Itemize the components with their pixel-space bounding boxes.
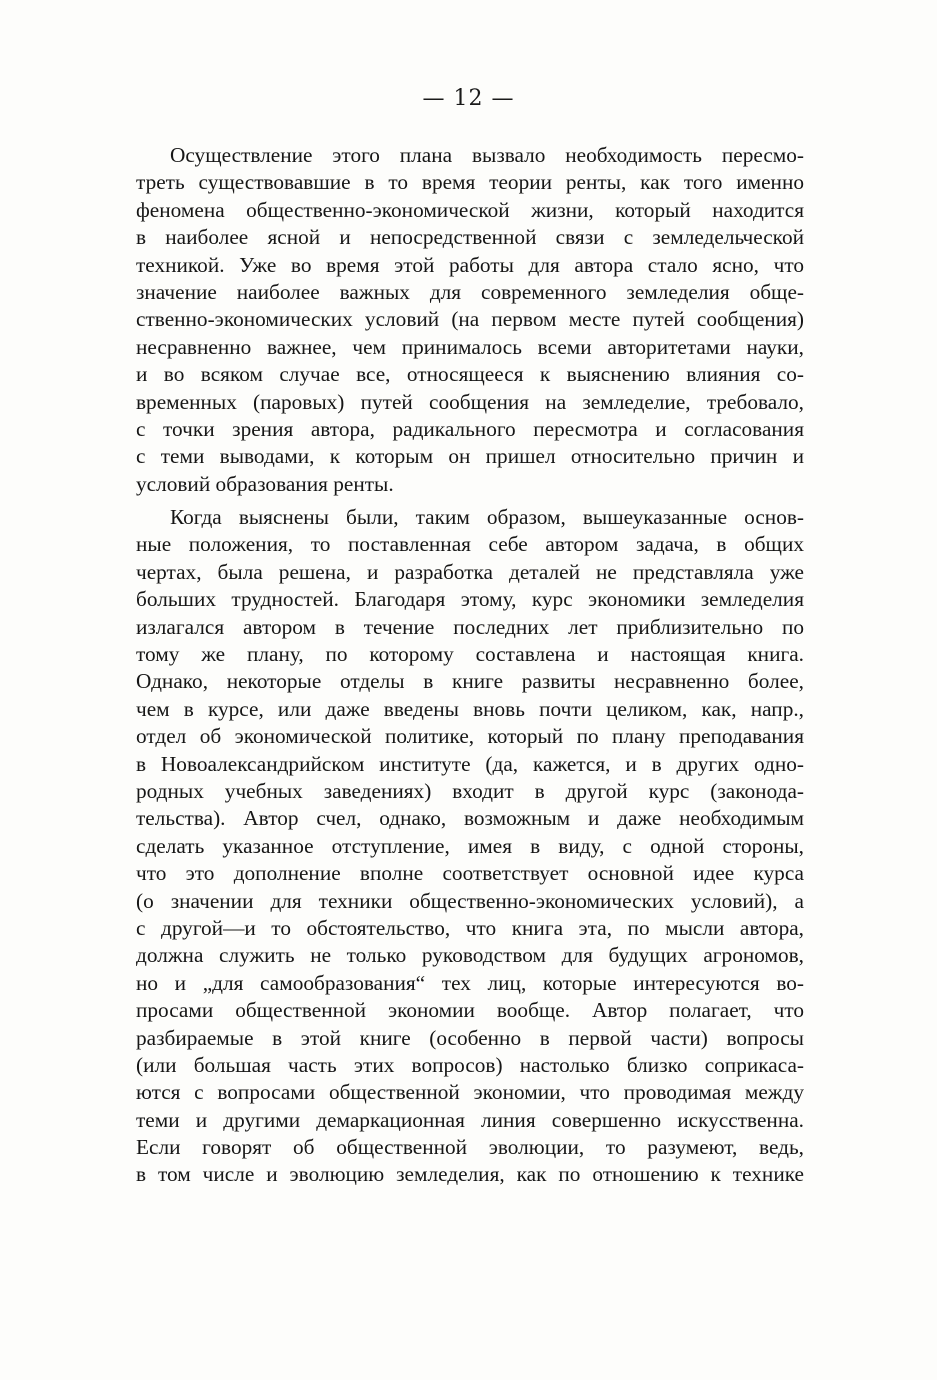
text-line: временных (паровых) путей сообщения на земледелие, требовало,	[136, 389, 804, 414]
text-line: с другой—и то обстоятельство, что книга эта, по мысли автора,	[136, 915, 804, 940]
text-line: техникой. Уже во время этой работы для автора стало ясно, что	[136, 252, 804, 277]
text-line: и во всяком случае все, относящееся к выяснению влияния со-	[136, 362, 804, 387]
text-line: в наиболее ясной и непосредственной связи с земледельческой	[136, 225, 804, 250]
text-line: излагался автором в течение последних лет приблизительно по	[136, 614, 804, 639]
text-line: Когда выяснены были, таким образом, вышеуказанные основ-	[170, 505, 804, 530]
text-line: значение наиболее важных для современного земледелия обще-	[136, 279, 804, 304]
text-line: в том числе и эволюцию земледелия, как по отношению к технике	[136, 1162, 804, 1187]
body-text	[136, 142, 804, 1189]
text-line: ются с вопросами общественной экономии, что проводимая между	[136, 1080, 804, 1105]
text-line: с теми выводами, к которым он пришел относительно причин и	[136, 444, 804, 469]
page-number: — 12 —	[422, 86, 515, 111]
paragraph-1	[136, 142, 804, 498]
text-line: условий образования ренты.	[136, 471, 394, 496]
text-line: ственно-экономических условий (на первом месте путей сообщения)	[136, 307, 804, 332]
text-line: больших трудностей. Благодаря этому, курс экономики земледелия	[136, 587, 804, 612]
text-line: Осуществление этого плана вызвало необходимость пересмо-	[170, 143, 804, 167]
text-line: тому же плану, по которому составлена и настоящая книга.	[136, 642, 804, 667]
text-line: но и „для самообразования“ тех лиц, которые интересуются во-	[136, 970, 804, 995]
text-line: чертах, была решена, и разработка деталей не представляла уже	[136, 559, 804, 584]
text-line: (о значении для техники общественно-экономических условий), а	[136, 888, 804, 913]
text-line: чем в курсе, или даже введены вновь почти целиком, как, напр.,	[136, 696, 804, 721]
text-line: тельства). Автор счел, однако, возможным и даже необходимым	[136, 806, 804, 831]
paragraph-2	[136, 504, 804, 1189]
text-line: что это дополнение вполне соответствует основной идее курса	[136, 861, 804, 886]
text-line: теми и другими демаркационная линия совершенно искусственна.	[136, 1107, 804, 1132]
text-line: родных учебных заведениях) входит в другой курс (законода-	[136, 778, 804, 803]
text-line: отдел об экономической политике, который по плану преподавания	[136, 724, 804, 749]
text-line: (или большая часть этих вопросов) настолько близко соприкаса-	[136, 1052, 804, 1077]
text-line: с точки зрения автора, радикального пересмотра и согласования	[136, 416, 804, 441]
text-line: сделать указанное отступление, имея в виду, с одной стороны,	[136, 833, 804, 858]
text-line: несравненно важнее, чем принималось всеми авторитетами науки,	[136, 334, 804, 359]
text-line: Если говорят об общественной эволюции, то разумеют, ведь,	[136, 1135, 804, 1160]
text-line: в Новоалександрийском институте (да, кажется, и в других одно-	[136, 751, 804, 776]
text-line: треть существовавшие в то время теории ренты, как того именно	[136, 170, 804, 195]
text-line: просами общественной экономии вообще. Автор полагает, что	[136, 998, 804, 1023]
text-line: должна служить не только руководством для будущих агрономов,	[136, 943, 804, 968]
text-line: Однако, некоторые отделы в книге развиты несравненно более,	[136, 669, 804, 694]
text-line: ные положения, то поставленная себе автором задача, в общих	[136, 532, 804, 557]
text-line: разбираемые в этой книге (особенно в первой части) вопросы	[136, 1025, 804, 1050]
text-line: феномена общественно-экономической жизни, который находится	[136, 197, 804, 222]
